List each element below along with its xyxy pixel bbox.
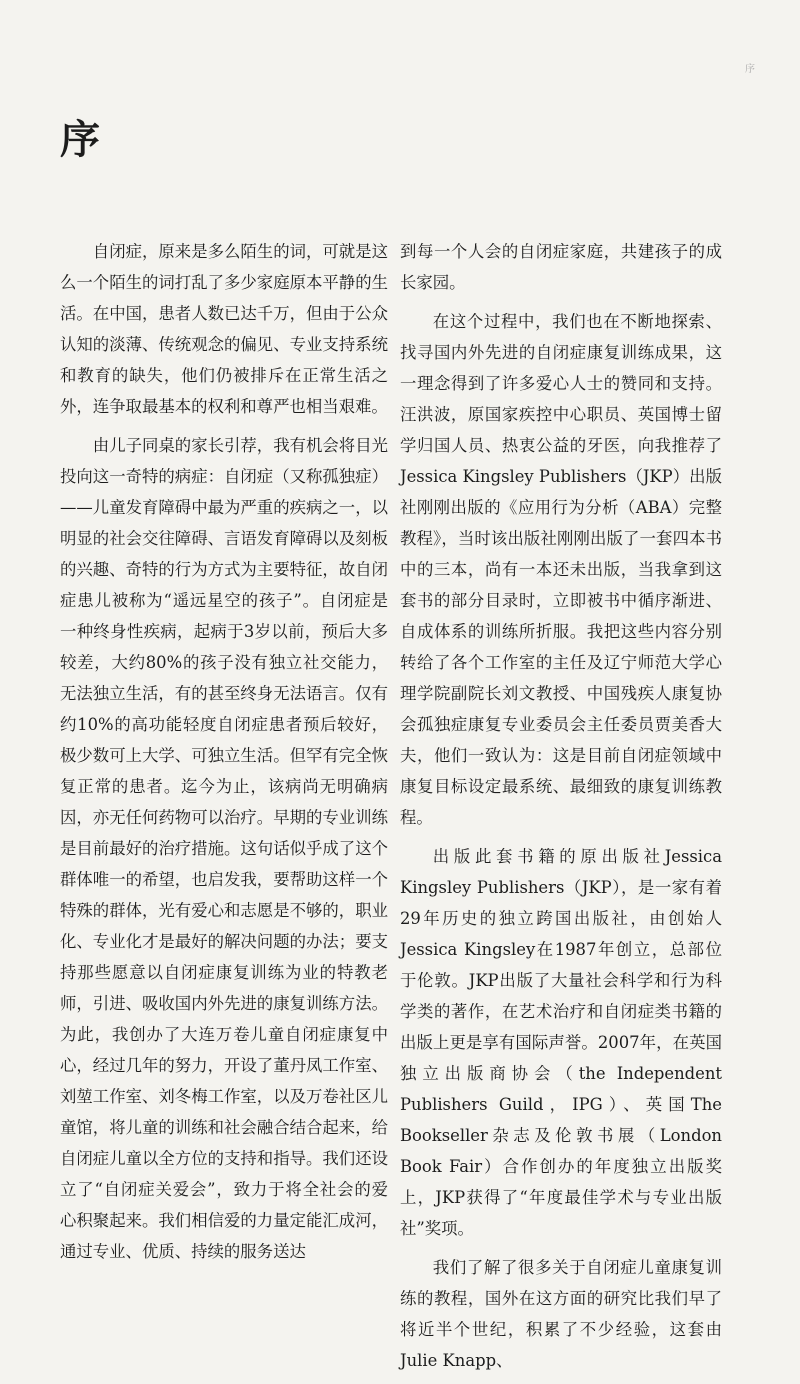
- paragraph: 我们了解了很多关于自闭症儿童康复训练的教程，国外在这方面的研究比我们早了将近半个世纪，积累了不少经验，这套由Julie Knapp、: [400, 1258, 722, 1370]
- running-head: 序: [745, 64, 758, 75]
- right-column: [400, 236, 722, 1384]
- paragraph-continued: 到每一个人会的自闭症家庭，共建孩子的成长家园。: [400, 242, 722, 292]
- paragraph: 出版此套书籍的原出版社Jessica Kingsley Publishers（JKP），是一家有着29年历史的独立跨国出版社，由创始人Jessica Kingsley在1987年创立，总部位于伦敦。JKP出版了大量社会科学和行为科学类的著作，在艺术治疗和自闭症类书籍的出版上更是享有国际声誉。2007年，在英国独立出版商协会（the Independent Publishers Guild，IPG）、英国The Bookseller杂志及伦敦书展（London Book Fair）合作创办的年度独立出版奖上，JKP获得了“年度最佳学术与专业出版社”奖项。: [400, 847, 722, 1238]
- paragraph: 由儿子同桌的家长引荐，我有机会将目光投向这一奇特的病症：自闭症（又称孤独症）——儿童发育障碍中最为严重的疾病之一，以明显的社会交往障碍、言语发育障碍以及刻板的兴趣、奇特的行为方式为主要特征，故自闭症患儿被称为“遥远星空的孩子”。自闭症是一种终身性疾病，起病于3岁以前，预后大多较差，大约80%的孩子没有独立社交能力，无法独立生活，有的甚至终身无法语言。仅有约10%的高功能轻度自闭症患者预后较好，极少数可上大学、可独立生活。但罕有完全恢复正常的患者。迄今为止，该病尚无明确病因，亦无任何药物可以治疗。早期的专业训练是目前最好的治疗措施。这句话似乎成了这个群体唯一的希望，也启发我，要帮助这样一个特殊的群体，光有爱心和志愿是不够的，职业化、专业化才是最好的解决问题的办法；要支持那些愿意以自闭症康复训练为业的特教老师，引进、吸收国内外先进的康复训练方法。为此，我创办了大连万卷儿童自闭症康复中心，经过几年的努力，开设了董丹凤工作室、刘堃工作室、刘冬梅工作室，以及万卷社区儿童馆，将儿童的训练和社会融合结合起来，给自闭症儿童以全方位的支持和指导。我们还设立了“自闭症关爱会”，致力于将全社会的爱心积聚起来。我们相信爱的力量定能汇成河，通过专业、优质、持续的服务送达: [60, 436, 388, 1261]
- left-column: [60, 236, 388, 1275]
- page-title: 序: [60, 117, 100, 163]
- paragraph: 自闭症，原来是多么陌生的词，可就是这么一个陌生的词打乱了多少家庭原本平静的生活。在中国，患者人数已达千万，但由于公众认知的淡薄、传统观念的偏见、专业支持系统和教育的缺失，他们仍被排斥在正常生活之外，连争取最基本的权利和尊严也相当艰难。: [60, 242, 388, 416]
- paragraph: 在这个过程中，我们也在不断地探索、找寻国内外先进的自闭症康复训练成果，这一理念得到了许多爱心人士的赞同和支持。汪洪波，原国家疾控中心职员、英国博士留学归国人员、热衷公益的牙医，向我推荐了Jessica Kingsley Publishers（JKP）出版社刚刚出版的《应用行为分析（ABA）完整教程》，当时该出版社刚刚出版了一套四本书中的三本，尚有一本还未出版，当我拿到这套书的部分目录时，立即被书中循序渐进、自成体系的训练所折服。我把这些内容分别转给了各个工作室的主任及辽宁师范大学心理学院副院长刘文教授、中国残疾人康复协会孤独症康复专业委员会主任委员贾美香大夫，他们一致认为：这是目前自闭症领域中康复目标设定最系统、最细致的康复训练教程。: [400, 312, 722, 827]
